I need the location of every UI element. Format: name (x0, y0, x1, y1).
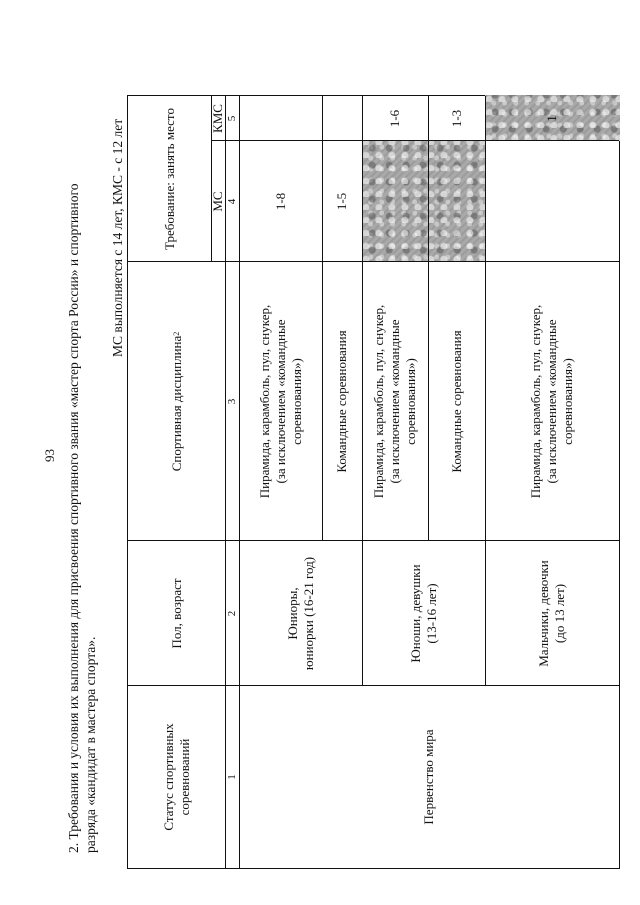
header-status: Статус спортивных соревнований (160, 723, 192, 831)
header-ms: МС (210, 191, 225, 212)
ms-place-g1-r0 (362, 141, 428, 262)
gender-age-group-0: Юниоры, юниорки (16-21 год) (284, 556, 316, 671)
ms-place-g0-r1: 1-5 (334, 192, 349, 211)
header-gender-age: Пол, возраст (168, 578, 184, 649)
page-number: 93 (42, 449, 57, 462)
header-requirement: Требование: занять место (161, 108, 177, 250)
discipline-g2-r0: Пирамида, карамболь, пул, снукер, (за исключением «командные соревнования») (528, 304, 575, 499)
kms-place-g1-r0: 1-6 (387, 109, 402, 128)
section-heading-line-2: разряда «кандидат в мастера спорта». (83, 636, 98, 853)
gender-age-group-1: Юноши, девушки (13-16 лет) (407, 564, 439, 663)
qualification-table (127, 95, 620, 869)
ms-place-g1-r1 (428, 141, 485, 262)
gender-age-group-2: Мальчики, девочки (до 13 лет) (536, 560, 567, 667)
header-discipline-footnote: 2 (171, 331, 181, 336)
col-number-1: 1 (226, 774, 238, 780)
discipline-g1-r1: Командные соревнования (448, 330, 464, 473)
discipline-g0-r0: Пирамида, карамболь, пул, снукер, (за исключением «командные соревнования») (256, 304, 304, 499)
col-number-4: 4 (226, 198, 238, 205)
section-heading-line-1: 2. Требования и условия их выполнения для присвоения спортивного звания «мастер спорта России» и спортивного (66, 183, 81, 853)
kms-place-g0-r1 (322, 96, 362, 141)
ms-place-g2-r0 (485, 141, 619, 262)
col-number-2: 2 (226, 610, 238, 617)
discipline-g0-r1: Командные соревнования (334, 330, 349, 473)
age-requirement-note: МС выполняется с 14 лет, КМС - с 12 лет (110, 118, 125, 357)
ms-place-g0-r0: 1-8 (272, 192, 288, 211)
status-value: Первенство мира (421, 729, 436, 825)
kms-place-g2-r0: 1 (544, 115, 559, 122)
discipline-g1-r0: Пирамида, карамболь, пул, снукер, (за исключением «командные соревнования») (371, 304, 418, 499)
kms-place-g0-r0 (239, 96, 322, 141)
col-number-3: 3 (226, 398, 238, 405)
header-discipline-wrap (128, 262, 225, 541)
kms-place-g1-r1: 1-3 (448, 109, 464, 128)
header-kms: КМС (210, 104, 225, 133)
col-number-5: 5 (226, 115, 238, 122)
header-discipline: Спортивная дисциплина (168, 335, 184, 472)
